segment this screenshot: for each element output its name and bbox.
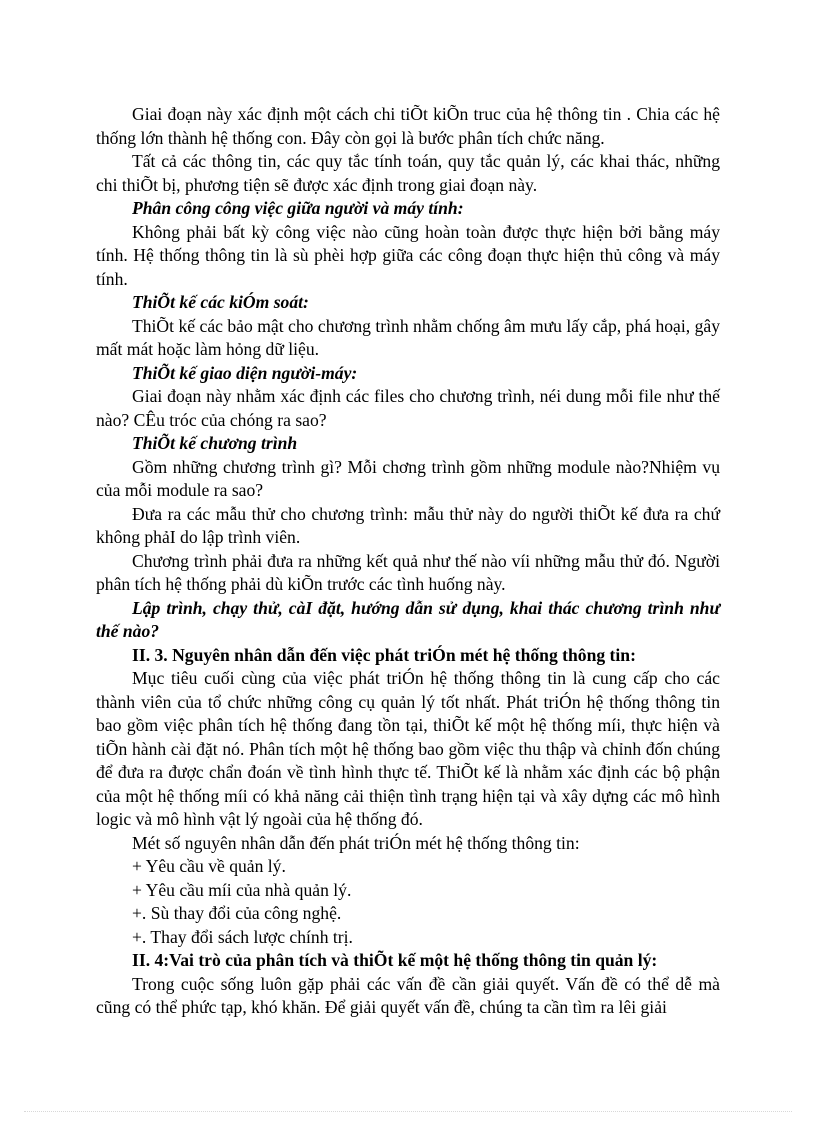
body-paragraph: ThiÕt kế các bảo mật cho chương trình nhằm chống âm mưu lấy cắp, phá hoại, gây mất mát hoặc làm hỏng dữ liệu.: [96, 315, 720, 359]
section-heading: Lập trình, chạy thử, càI đặt, hướng dẫn sử dụng, khai thác chương trình như thế nào?: [96, 597, 720, 641]
section-heading: ThiÕt kế chương trình: [132, 433, 298, 453]
body-paragraph: Mét số nguyên nhân dẫn đến phát triÓn mét hệ thống thông tin:: [132, 832, 580, 853]
list-item: +. Thay đổi sách lược chính trị.: [132, 926, 353, 947]
body-paragraph: Giai đoạn này nhằm xác định các files cho chương trình, néi dung mỗi file như thế nào? CÊu tróc của chóng ra sao?: [96, 386, 720, 430]
body-paragraph: Tất cả các thông tin, các quy tắc tính toán, quy tắc quản lý, các khai thác, những chi thiÕt bị, phương tiện sẽ được xác định trong giai đoạn này.: [96, 151, 720, 195]
section-heading: ThiÕt kế giao diện người-máy:: [132, 362, 358, 383]
body-paragraph: Giai đoạn này xác định một cách chi tiÕt kiÕn truc của hệ thông tin . Chia các hệ thống lớn thành hệ thống con. Đây còn gọi là bước phân tích chức năng.: [96, 104, 720, 148]
section-heading: Phân công công việc giữa người và máy tính:: [132, 198, 464, 218]
list-item: +. Sù thay đổi của công nghệ.: [132, 903, 342, 923]
body-paragraph: Mục tiêu cuối cùng của việc phát triÓn hệ thống thông tin là cung cấp cho các thành viên của tổ chức những công cụ quản lý tốt nhất. Phát triÓn hệ thống thông tin bao gồm việc phân tích hệ thống đang tồn tại, thiÕt kế một hệ thống míi, thực hiện và tiÕn hành cài đặt nó. Phân tích một hệ thống bao gồm việc thu thập và chỉnh đốn chúng để đưa ra được chẩn đoán về tình hình thực tế. ThiÕt kế là nhằm xác định các bộ phận của một hệ thống míi có khả năng cải thiện tình trạng hiện tại và xây dựng các mô hình logic và mô hình vật lý ngoài của hệ thống đó.: [96, 668, 720, 829]
section-heading: II. 4:Vai trò của phân tích và thiÕt kế một hệ thống thông tin quản lý:: [132, 950, 658, 970]
body-paragraph: Đưa ra các mẫu thử cho chương trình: mẫu thử này do người thiÕt kế đưa ra chứ không phảI do lập trình viên.: [96, 503, 720, 547]
page-bottom-rule: [24, 1111, 792, 1112]
list-item: + Yêu cầu về quản lý.: [132, 856, 286, 876]
section-heading: ThiÕt kế các kiÓm soát:: [132, 292, 309, 312]
body-paragraph: Không phải bất kỳ công việc nào cũng hoàn toàn được thực hiện bởi bằng máy tính. Hệ thống thông tin là sù phèi hợp giữa các công đoạn thực hiện thủ công và máy tính.: [96, 221, 720, 289]
body-paragraph: Gồm những chương trình gì? Mỗi chơng trình gồm những module nào?Nhiệm vụ của mỗi module ra sao?: [96, 456, 720, 500]
body-paragraph: Chương trình phải đưa ra những kết quả như thế nào víi những mẫu thử đó. Người phân tích hệ thống phải dù kiÕn trước các tình huống này.: [96, 550, 720, 594]
document-body: [96, 103, 720, 1020]
body-paragraph: Trong cuộc sống luôn gặp phải các vấn đề cần giải quyết. Vấn đề có thể dễ mà cũng có thể phức tạp, khó khăn. Để giải quyết vấn đề, chúng ta cần tìm ra lêi giải: [96, 973, 720, 1017]
section-heading: II. 3. Nguyên nhân dẫn đến việc phát triÓn mét hệ thống thông tin:: [132, 644, 636, 665]
list-item: + Yêu cầu míi của nhà quản lý.: [132, 879, 352, 900]
